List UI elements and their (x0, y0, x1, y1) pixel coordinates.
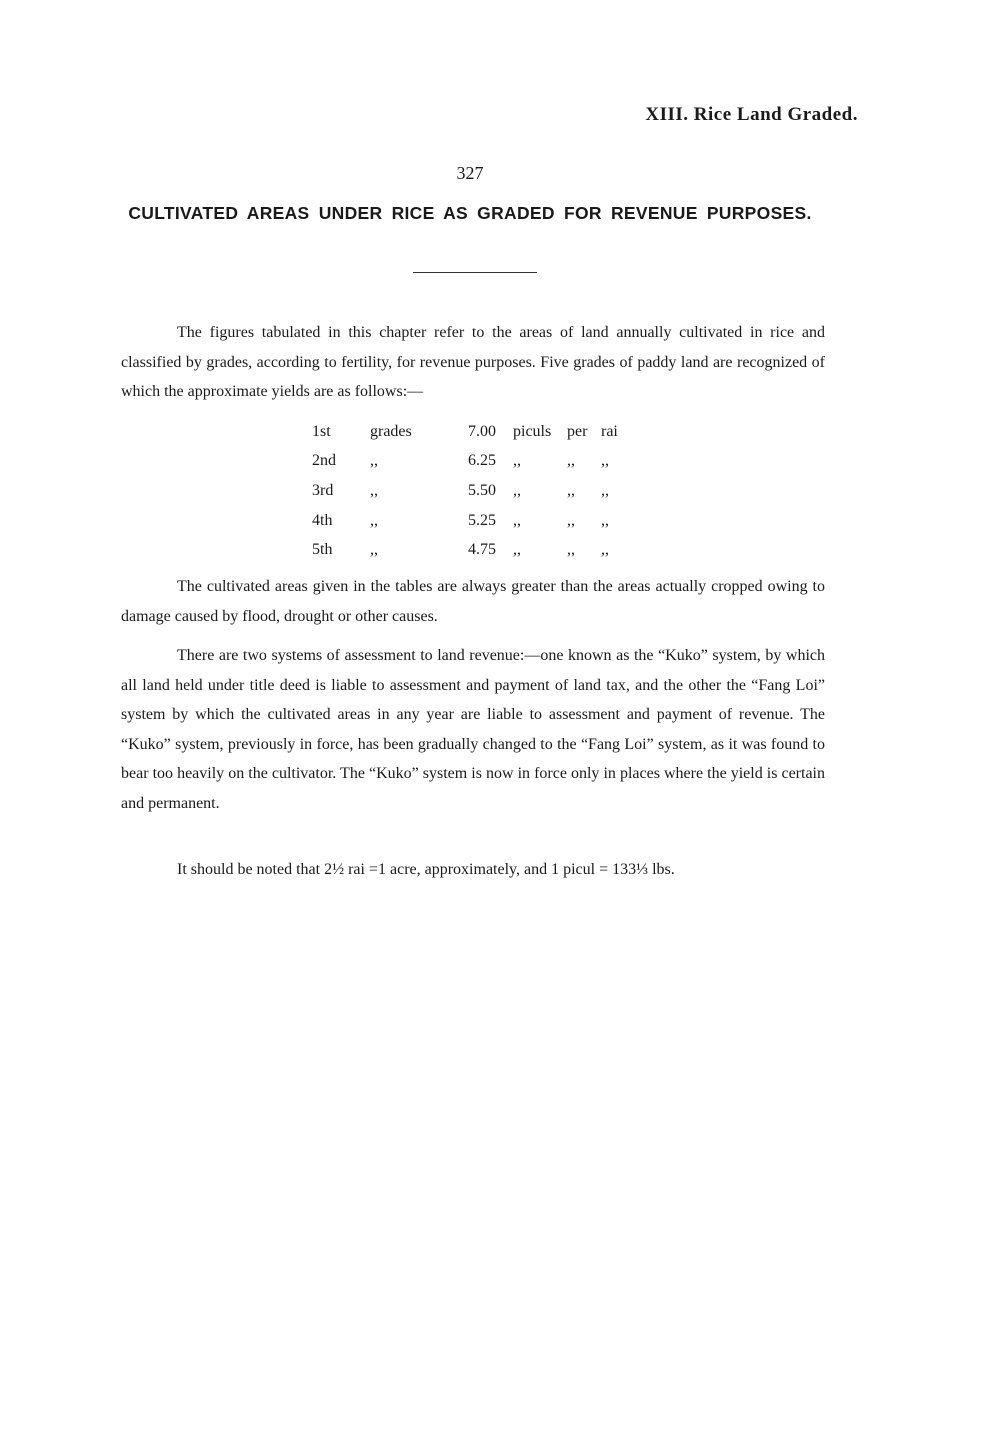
cultivated-areas-paragraph-text: The cultivated areas given in the tables are always greater than the areas actually cropped owing to damage caused by flood, drought or other causes. (121, 578, 825, 625)
grade-label: ,, (370, 541, 378, 559)
yield-value: 7.00 (468, 422, 496, 440)
page-number: 327 (456, 163, 484, 183)
section-heading: XIII. Rice Land Graded. (645, 104, 858, 125)
table-row (312, 535, 631, 565)
unit-piculs: piculs (513, 422, 552, 440)
grade-name: 5th (312, 541, 333, 559)
conversion-note: It should be noted that 2½ rai =1 acre, approximately, and 1 picul = 133⅓ lbs. (177, 861, 675, 878)
grade-label: grades (370, 422, 412, 440)
unit-per: ,, (567, 481, 575, 499)
grade-name: 3rd (312, 481, 334, 499)
grade-label: ,, (370, 481, 378, 499)
unit-rai: ,, (601, 481, 609, 499)
title-divider (413, 272, 537, 273)
table-row (312, 506, 631, 536)
grade-name: 1st (312, 422, 331, 440)
unit-per: per (567, 422, 588, 440)
unit-piculs: ,, (513, 541, 521, 559)
yield-value: 4.75 (468, 541, 496, 559)
unit-per: ,, (567, 541, 575, 559)
yield-value: 6.25 (468, 452, 496, 470)
grade-label: ,, (370, 511, 378, 529)
unit-piculs: ,, (513, 481, 521, 499)
page-title: CULTIVATED AREAS UNDER RICE AS GRADED FOR REVENUE PURPOSES. (128, 203, 812, 223)
unit-piculs: ,, (513, 452, 521, 470)
unit-rai: rai (601, 422, 618, 440)
table-row (312, 447, 631, 477)
table-row (312, 417, 631, 447)
unit-piculs: ,, (513, 511, 521, 529)
grade-name: 4th (312, 511, 333, 529)
unit-rai: ,, (601, 511, 609, 529)
intro-paragraph-text: The figures tabulated in this chapter refer to the areas of land annually cultivated in rice and classified by grades, according to fertility, for revenue purposes. Five grades of paddy land are recognized of which the approximate yields are as follows:— (121, 324, 825, 400)
grades-yield-table (312, 417, 631, 565)
grade-label: ,, (370, 452, 378, 470)
yield-value: 5.25 (468, 511, 496, 529)
assessment-systems-paragraph (121, 641, 825, 818)
intro-paragraph (121, 318, 825, 407)
table-row (312, 476, 631, 506)
unit-rai: ,, (601, 541, 609, 559)
unit-per: ,, (567, 511, 575, 529)
cultivated-areas-paragraph (121, 572, 825, 631)
grade-name: 2nd (312, 452, 336, 470)
unit-per: ,, (567, 452, 575, 470)
yield-value: 5.50 (468, 481, 496, 499)
unit-rai: ,, (601, 452, 609, 470)
assessment-systems-paragraph-text: There are two systems of assessment to land revenue:—one known as the “Kuko” system, by which all land held under title deed is liable to assessment and payment of land tax, and the other the “Fang Loi” system by which the cultivated areas in any year are liable to assessment and payment of revenue. The “Kuko” system, previously in force, has been gradually changed to the “Fang Loi” system, as it was found to bear too heavily on the cultivator. The “Kuko” system is now in force only in places where the yield is certain and permanent. (121, 647, 825, 812)
